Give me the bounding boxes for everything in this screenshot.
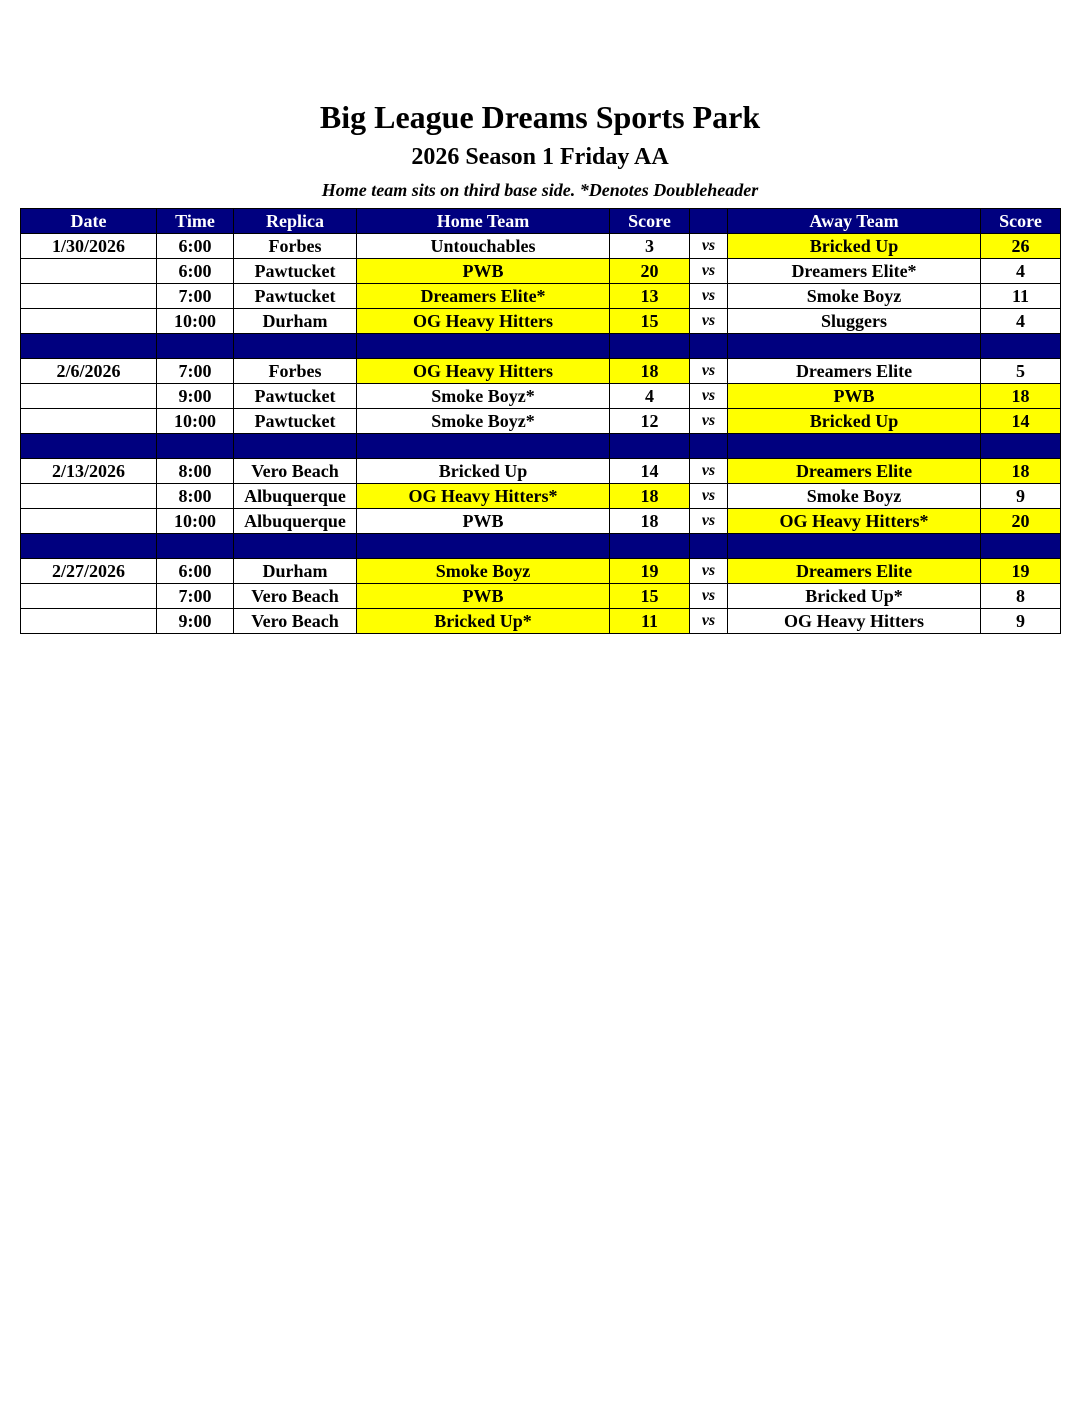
vs-cell: vs xyxy=(690,409,728,434)
time-cell: 8:00 xyxy=(157,459,234,484)
away-score-cell: 19 xyxy=(981,559,1061,584)
vs-cell: vs xyxy=(690,359,728,384)
date-cell: 2/6/2026 xyxy=(21,359,157,384)
date-cell xyxy=(21,309,157,334)
col-header-replica: Replica xyxy=(234,209,357,234)
vs-cell: vs xyxy=(690,559,728,584)
date-cell xyxy=(21,259,157,284)
time-cell: 6:00 xyxy=(157,234,234,259)
away-team-cell: Dreamers Elite xyxy=(728,559,981,584)
replica-cell: Durham xyxy=(234,559,357,584)
game-row xyxy=(21,409,1061,434)
away-score-cell: 4 xyxy=(981,309,1061,334)
game-row xyxy=(21,384,1061,409)
separator-cell xyxy=(157,334,234,359)
separator-cell xyxy=(234,334,357,359)
schedule-table xyxy=(20,208,1061,634)
away-team-cell: Dreamers Elite* xyxy=(728,259,981,284)
away-score-cell: 18 xyxy=(981,384,1061,409)
away-score-cell: 26 xyxy=(981,234,1061,259)
date-cell xyxy=(21,584,157,609)
home-score-cell: 4 xyxy=(610,384,690,409)
game-row xyxy=(21,459,1061,484)
separator-cell xyxy=(728,534,981,559)
home-team-cell: Bricked Up xyxy=(357,459,610,484)
vs-cell: vs xyxy=(690,234,728,259)
replica-cell: Albuquerque xyxy=(234,484,357,509)
home-score-cell: 18 xyxy=(610,509,690,534)
away-score-cell: 5 xyxy=(981,359,1061,384)
vs-cell: vs xyxy=(690,509,728,534)
home-team-cell: Smoke Boyz* xyxy=(357,384,610,409)
away-team-cell: OG Heavy Hitters xyxy=(728,609,981,634)
vs-cell: vs xyxy=(690,259,728,284)
separator-cell xyxy=(728,434,981,459)
home-score-cell: 12 xyxy=(610,409,690,434)
time-cell: 7:00 xyxy=(157,584,234,609)
away-team-cell: OG Heavy Hitters* xyxy=(728,509,981,534)
separator-cell xyxy=(610,534,690,559)
date-cell: 2/13/2026 xyxy=(21,459,157,484)
home-team-cell: OG Heavy Hitters* xyxy=(357,484,610,509)
vs-cell: vs xyxy=(690,484,728,509)
page-title: Big League Dreams Sports Park xyxy=(319,99,761,135)
time-cell: 8:00 xyxy=(157,484,234,509)
away-team-cell: Sluggers xyxy=(728,309,981,334)
home-score-cell: 3 xyxy=(610,234,690,259)
replica-cell: Pawtucket xyxy=(234,384,357,409)
away-team-cell: PWB xyxy=(728,384,981,409)
col-header-home-team: Home Team xyxy=(357,209,610,234)
separator-cell xyxy=(690,534,728,559)
replica-cell: Albuquerque xyxy=(234,509,357,534)
vs-cell: vs xyxy=(690,459,728,484)
replica-cell: Vero Beach xyxy=(234,609,357,634)
game-row xyxy=(21,284,1061,309)
replica-cell: Pawtucket xyxy=(234,409,357,434)
home-team-cell: Dreamers Elite* xyxy=(357,284,610,309)
away-team-cell: Dreamers Elite xyxy=(728,359,981,384)
date-cell xyxy=(21,509,157,534)
separator-cell xyxy=(981,334,1061,359)
home-score-cell: 11 xyxy=(610,609,690,634)
replica-cell: Pawtucket xyxy=(234,284,357,309)
week-separator-row xyxy=(21,334,1061,359)
time-cell: 6:00 xyxy=(157,559,234,584)
home-score-cell: 15 xyxy=(610,309,690,334)
week-separator-row xyxy=(21,434,1061,459)
home-team-cell: Smoke Boyz* xyxy=(357,409,610,434)
separator-cell xyxy=(690,334,728,359)
page-subtitle: 2026 Season 1 Friday AA xyxy=(411,144,669,170)
col-header-away-score: Score xyxy=(981,209,1061,234)
home-team-cell: Untouchables xyxy=(357,234,610,259)
game-row xyxy=(21,359,1061,384)
away-score-cell: 14 xyxy=(981,409,1061,434)
vs-cell: vs xyxy=(690,384,728,409)
time-cell: 7:00 xyxy=(157,284,234,309)
date-cell: 2/27/2026 xyxy=(21,559,157,584)
separator-cell xyxy=(981,534,1061,559)
replica-cell: Forbes xyxy=(234,359,357,384)
away-team-cell: Bricked Up* xyxy=(728,584,981,609)
away-score-cell: 4 xyxy=(981,259,1061,284)
away-team-cell: Bricked Up xyxy=(728,409,981,434)
separator-cell xyxy=(21,534,157,559)
separator-cell xyxy=(357,534,610,559)
vs-cell: vs xyxy=(690,609,728,634)
date-cell xyxy=(21,384,157,409)
separator-cell xyxy=(157,534,234,559)
home-team-cell: Smoke Boyz xyxy=(357,559,610,584)
home-team-cell: OG Heavy Hitters xyxy=(357,309,610,334)
away-score-cell: 11 xyxy=(981,284,1061,309)
separator-cell xyxy=(157,434,234,459)
separator-cell xyxy=(357,434,610,459)
time-cell: 9:00 xyxy=(157,384,234,409)
replica-cell: Durham xyxy=(234,309,357,334)
away-team-cell: Bricked Up xyxy=(728,234,981,259)
schedule-note: Home team sits on third base side. *Denotes Doubleheader xyxy=(321,180,759,200)
time-cell: 10:00 xyxy=(157,309,234,334)
home-score-cell: 13 xyxy=(610,284,690,309)
time-cell: 9:00 xyxy=(157,609,234,634)
separator-cell xyxy=(21,434,157,459)
replica-cell: Forbes xyxy=(234,234,357,259)
away-score-cell: 18 xyxy=(981,459,1061,484)
time-cell: 7:00 xyxy=(157,359,234,384)
separator-cell xyxy=(357,334,610,359)
home-score-cell: 14 xyxy=(610,459,690,484)
separator-cell xyxy=(234,534,357,559)
separator-cell xyxy=(610,334,690,359)
away-score-cell: 20 xyxy=(981,509,1061,534)
separator-cell xyxy=(21,334,157,359)
separator-cell xyxy=(728,334,981,359)
replica-cell: Vero Beach xyxy=(234,459,357,484)
game-row xyxy=(21,559,1061,584)
away-team-cell: Smoke Boyz xyxy=(728,484,981,509)
date-cell xyxy=(21,409,157,434)
col-header-away-team: Away Team xyxy=(728,209,981,234)
away-score-cell: 8 xyxy=(981,584,1061,609)
vs-cell: vs xyxy=(690,309,728,334)
game-row xyxy=(21,234,1061,259)
col-header-vs xyxy=(690,209,728,234)
game-row xyxy=(21,309,1061,334)
separator-cell xyxy=(690,434,728,459)
home-score-cell: 18 xyxy=(610,484,690,509)
col-header-time: Time xyxy=(157,209,234,234)
away-team-cell: Dreamers Elite xyxy=(728,459,981,484)
date-cell xyxy=(21,284,157,309)
time-cell: 10:00 xyxy=(157,409,234,434)
home-team-cell: Bricked Up* xyxy=(357,609,610,634)
game-row xyxy=(21,584,1061,609)
replica-cell: Pawtucket xyxy=(234,259,357,284)
home-score-cell: 18 xyxy=(610,359,690,384)
game-row xyxy=(21,484,1061,509)
home-score-cell: 20 xyxy=(610,259,690,284)
schedule-body xyxy=(21,234,1061,634)
vs-cell: vs xyxy=(690,584,728,609)
week-separator-row xyxy=(21,534,1061,559)
vs-cell: vs xyxy=(690,284,728,309)
col-header-home-score: Score xyxy=(610,209,690,234)
separator-cell xyxy=(234,434,357,459)
home-team-cell: PWB xyxy=(357,259,610,284)
col-header-date: Date xyxy=(21,209,157,234)
away-score-cell: 9 xyxy=(981,484,1061,509)
date-cell: 1/30/2026 xyxy=(21,234,157,259)
header-row xyxy=(21,209,1061,234)
home-score-cell: 15 xyxy=(610,584,690,609)
away-score-cell: 9 xyxy=(981,609,1061,634)
home-score-cell: 19 xyxy=(610,559,690,584)
game-row xyxy=(21,259,1061,284)
time-cell: 6:00 xyxy=(157,259,234,284)
home-team-cell: OG Heavy Hitters xyxy=(357,359,610,384)
home-team-cell: PWB xyxy=(357,509,610,534)
date-cell xyxy=(21,484,157,509)
replica-cell: Vero Beach xyxy=(234,584,357,609)
away-team-cell: Smoke Boyz xyxy=(728,284,981,309)
date-cell xyxy=(21,609,157,634)
separator-cell xyxy=(610,434,690,459)
separator-cell xyxy=(981,434,1061,459)
time-cell: 10:00 xyxy=(157,509,234,534)
game-row xyxy=(21,509,1061,534)
home-team-cell: PWB xyxy=(357,584,610,609)
game-row xyxy=(21,609,1061,634)
